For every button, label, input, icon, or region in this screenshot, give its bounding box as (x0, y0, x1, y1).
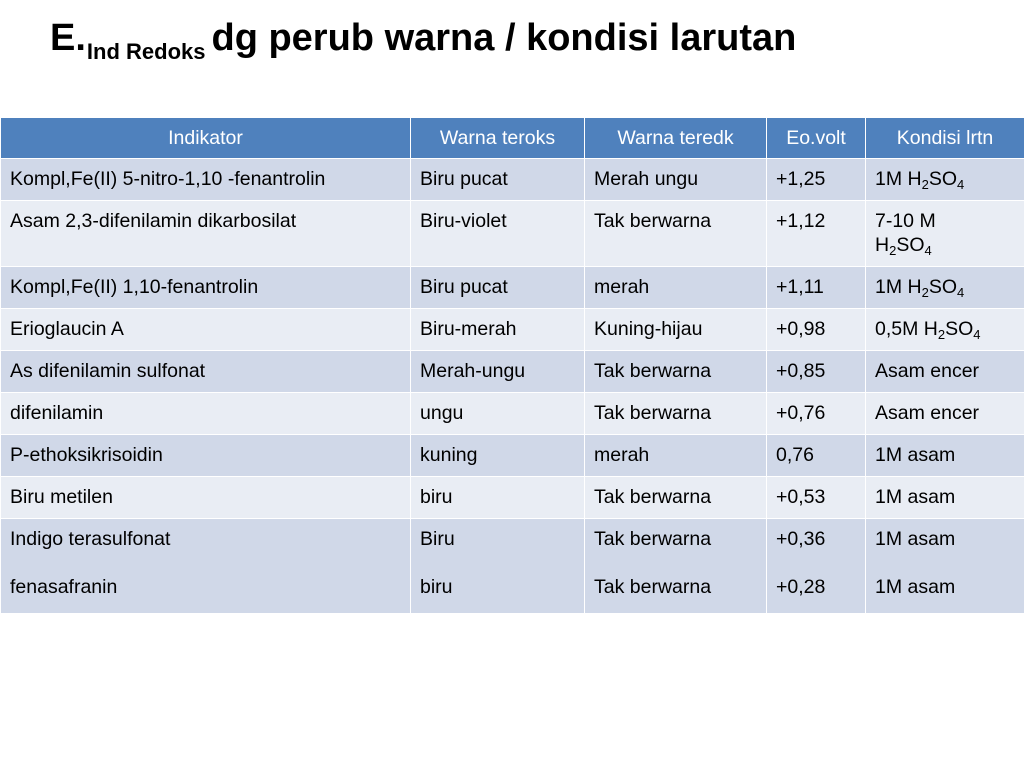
warna-teroks-cell (411, 201, 585, 267)
warna-teredk-cell (585, 477, 767, 519)
indikator-cell (1, 267, 411, 309)
cell-text: biru (420, 486, 453, 508)
cell-text: Biru-merah (420, 318, 517, 340)
cell-text: Biru pucat (420, 276, 508, 298)
warna-teroks-cell (411, 351, 585, 393)
cell-text: 1M asam (875, 486, 956, 508)
kondisi-cell (866, 435, 1024, 477)
cell-text: 0,76 (776, 444, 814, 466)
cell-text: Tak berwarna Tak berwarna (594, 528, 712, 598)
table-row (1, 309, 1024, 351)
cell-text: Asam encer (875, 402, 980, 424)
eo-volt-cell (767, 351, 866, 393)
indikator-cell (1, 519, 411, 614)
header-warna-teredk: Warna teredk (585, 118, 767, 159)
indikator-cell (1, 351, 411, 393)
cell-text: Kuning-hijau (594, 318, 703, 340)
title-rest: dg perub warna / kondisi larutan (211, 17, 797, 59)
cell-text: 1M $H_2SO_4$ (875, 276, 965, 300)
warna-teroks-cell (411, 519, 585, 614)
warna-teredk-cell (585, 309, 767, 351)
warna-teredk-cell (585, 519, 767, 614)
kondisi-cell (866, 351, 1024, 393)
cell-text: Asam 2,3-difenilamin dikarbosilat (10, 210, 297, 232)
cell-text: Biru pucat (420, 168, 508, 190)
eo-volt-cell (767, 309, 866, 351)
cell-text: +1,11 (776, 276, 824, 298)
cell-text: Tak berwarna (594, 402, 712, 424)
cell-text: Erioglaucin A (10, 318, 124, 340)
indikator-cell (1, 201, 411, 267)
header-indikator: Indikator (1, 118, 411, 159)
header-eo-volt: Eo.volt (767, 118, 866, 159)
cell-text: Biru metilen (10, 486, 113, 508)
indikator-cell (1, 435, 411, 477)
cell-text: 7-10 M $H_2SO_4$ (875, 210, 936, 258)
cell-text: Asam encer (875, 360, 980, 382)
warna-teroks-cell (411, 393, 585, 435)
eo-volt-cell (767, 519, 866, 614)
warna-teroks-cell (411, 159, 585, 201)
kondisi-cell (866, 267, 1024, 309)
cell-text: +0,53 (776, 486, 826, 508)
cell-text: Kompl,Fe(II) 1,10-fenantrolin (10, 276, 259, 298)
cell-text: Tak berwarna (594, 210, 712, 232)
indikator-cell (1, 393, 411, 435)
eo-volt-cell (767, 477, 866, 519)
table-row (1, 435, 1024, 477)
warna-teredk-cell (585, 201, 767, 267)
table-row (1, 159, 1024, 201)
cell-text: Biru biru (420, 528, 455, 598)
cell-text: +1,25 (776, 168, 826, 190)
cell-text: 0,5M $H_2SO_4$ (875, 318, 981, 342)
cell-text: 1M $H_2SO_4$ (875, 168, 965, 192)
warna-teroks-cell (411, 435, 585, 477)
eo-volt-cell (767, 393, 866, 435)
header-warna-teroks: Warna teroks (411, 118, 585, 159)
title-subscript: Ind Redoks (86, 39, 206, 64)
cell-text: 1M asam (875, 444, 956, 466)
eo-volt-cell (767, 159, 866, 201)
cell-text: Merah ungu (594, 168, 699, 190)
cell-text: Biru-violet (420, 210, 507, 232)
cell-text: +1,12 (776, 210, 826, 232)
indikator-cell (1, 477, 411, 519)
kondisi-cell (866, 393, 1024, 435)
cell-text: +0,36 +0,28 (776, 528, 826, 598)
header-kondisi-larutan: Kondisi lrtn (866, 118, 1024, 159)
title-main: E. (50, 17, 86, 59)
cell-text: difenilamin (10, 402, 104, 424)
warna-teredk-cell (585, 435, 767, 477)
table-row (1, 351, 1024, 393)
cell-text: merah (594, 444, 650, 466)
kondisi-cell (866, 309, 1024, 351)
table-row (1, 201, 1024, 267)
slide-title (50, 10, 1010, 71)
indikator-cell (1, 159, 411, 201)
table-row (1, 477, 1024, 519)
indikator-cell (1, 309, 411, 351)
cell-text: Tak berwarna (594, 360, 712, 382)
warna-teredk-cell (585, 351, 767, 393)
eo-volt-cell (767, 267, 866, 309)
warna-teroks-cell (411, 309, 585, 351)
cell-text: Indigo terasulfonat fenasafranin (10, 528, 171, 598)
cell-text: ungu (420, 402, 464, 424)
cell-text: 1M asam 1M asam (875, 528, 956, 598)
table-row (1, 393, 1024, 435)
table-header-row (1, 118, 1024, 159)
cell-text: kuning (420, 444, 478, 466)
redox-indicator-table (0, 117, 1024, 614)
cell-text: Merah-ungu (420, 360, 526, 382)
warna-teroks-cell (411, 267, 585, 309)
eo-volt-cell (767, 435, 866, 477)
table-row (1, 267, 1024, 309)
warna-teredk-cell (585, 267, 767, 309)
cell-text: P-ethoksikrisoidin (10, 444, 163, 466)
kondisi-cell (866, 159, 1024, 201)
warna-teredk-cell (585, 393, 767, 435)
cell-text: +0,76 (776, 402, 826, 424)
cell-text: Tak berwarna (594, 486, 712, 508)
cell-text: Kompl,Fe(II) 5-nitro-1,10 -fenantrolin (10, 168, 326, 190)
cell-text: +0,85 (776, 360, 826, 382)
kondisi-cell (866, 477, 1024, 519)
table-row (1, 519, 1024, 614)
warna-teroks-cell (411, 477, 585, 519)
cell-text: merah (594, 276, 650, 298)
kondisi-cell (866, 201, 1024, 267)
cell-text: +0,98 (776, 318, 826, 340)
warna-teredk-cell (585, 159, 767, 201)
cell-text: As difenilamin sulfonat (10, 360, 206, 382)
table-body (1, 159, 1024, 614)
eo-volt-cell (767, 201, 866, 267)
kondisi-cell (866, 519, 1024, 614)
